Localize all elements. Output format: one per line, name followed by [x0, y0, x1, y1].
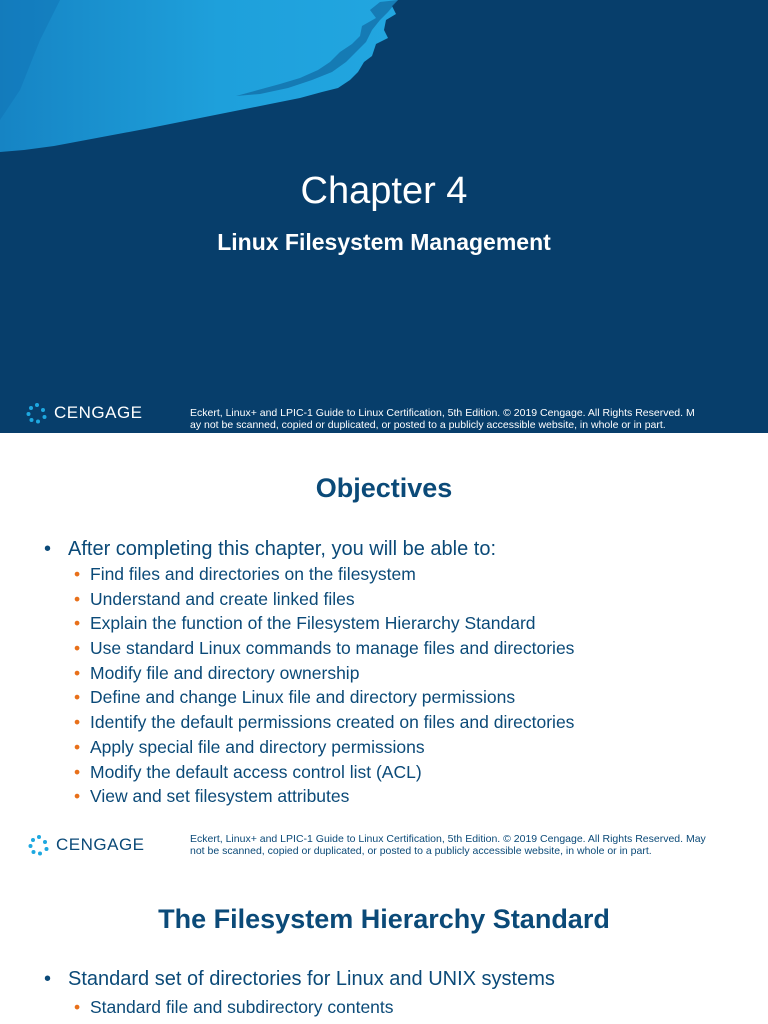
logo-text: CENGAGE	[56, 835, 145, 854]
fhs-slide	[0, 868, 768, 1024]
bullet-item	[44, 538, 496, 561]
sub-bullet-item	[74, 663, 359, 684]
title-slide	[0, 0, 768, 433]
bullet-item	[44, 968, 555, 991]
bullet-dot-icon: •	[74, 712, 81, 732]
sub-bullet-text: Define and change Linux file and directory permissions	[90, 687, 516, 707]
bullet-dot-icon: •	[74, 762, 81, 782]
sub-bullet-text: Find files and directories on the filesystem	[90, 564, 416, 584]
sub-bullet-text: Identify the default permissions created on files and directories	[90, 712, 575, 732]
sub-bullet-text: Standard file and subdirectory contents	[90, 997, 394, 1017]
bullet-dot-icon: •	[74, 687, 81, 707]
sub-bullet-text: Explain the function of the Filesystem Hierarchy Standard	[90, 613, 536, 633]
sub-bullet-text: Apply special file and directory permissions	[90, 737, 425, 757]
sub-bullet-item	[74, 762, 422, 783]
bullet-dot-icon: •	[74, 613, 81, 633]
bullet-text: Standard set of directories for Linux and UNIX systems	[68, 968, 555, 990]
bullet-dot-icon: •	[74, 786, 81, 806]
bullet-dot-icon: •	[74, 663, 81, 683]
sub-bullet-item	[74, 687, 515, 708]
slide-subtitle: Linux Filesystem Management	[217, 229, 551, 255]
cengage-logo	[28, 834, 145, 856]
sub-bullet-item	[74, 712, 574, 733]
copyright-footer	[190, 833, 750, 857]
footer-line: Eckert, Linux+ and LPIC-1 Guide to Linux Certification, 5th Edition. © 2019 Cengage. All Rights Reserved. M	[190, 407, 695, 419]
cengage-logo-icon	[26, 402, 48, 424]
slide-heading: Objectives	[315, 473, 453, 503]
sub-bullet-item	[74, 737, 425, 758]
brush-stroke-graphic	[0, 0, 768, 433]
sub-bullet-item	[74, 638, 574, 659]
bullet-dot-icon: •	[74, 737, 81, 757]
sub-bullet-text: Modify file and directory ownership	[90, 663, 360, 683]
bullet-dot-icon: •	[74, 589, 81, 609]
bullet-dot-icon: •	[74, 564, 81, 584]
sub-bullet-item	[74, 564, 416, 585]
footer-line: Eckert, Linux+ and LPIC-1 Guide to Linux Certification, 5th Edition. © 2019 Cengage. All Rights Reserved. May	[190, 833, 706, 845]
sub-bullet-item	[74, 786, 349, 807]
cengage-logo-icon	[28, 834, 50, 856]
copyright-footer	[190, 407, 760, 431]
logo-text: CENGAGE	[54, 403, 143, 422]
sub-bullet-item	[74, 613, 536, 634]
cengage-logo	[26, 402, 143, 424]
bullet-dot-icon: •	[44, 968, 52, 990]
footer-line: ay not be scanned, copied or duplicated, or posted to a publicly accessible website, in whole or in part.	[190, 419, 666, 431]
bullet-dot-icon: •	[74, 638, 81, 658]
sub-bullet-text: View and set filesystem attributes	[90, 786, 350, 806]
sub-bullet-item	[74, 589, 355, 610]
objectives-slide	[0, 433, 768, 868]
footer-line: not be scanned, copied or duplicated, or posted to a publicly accessible website, in whole or in part.	[190, 845, 652, 857]
sub-bullet-text: Understand and create linked files	[90, 589, 355, 609]
sub-bullet-text: Modify the default access control list (ACL)	[90, 762, 422, 782]
bullet-text: After completing this chapter, you will be able to:	[68, 538, 497, 560]
sub-bullet-text: Use standard Linux commands to manage files and directories	[90, 638, 575, 658]
slide-heading: The Filesystem Hierarchy Standard	[158, 904, 610, 934]
sub-bullet-item	[74, 997, 394, 1018]
slide-title: Chapter 4	[300, 170, 468, 212]
bullet-dot-icon: •	[44, 538, 52, 560]
bullet-dot-icon: •	[74, 997, 81, 1017]
